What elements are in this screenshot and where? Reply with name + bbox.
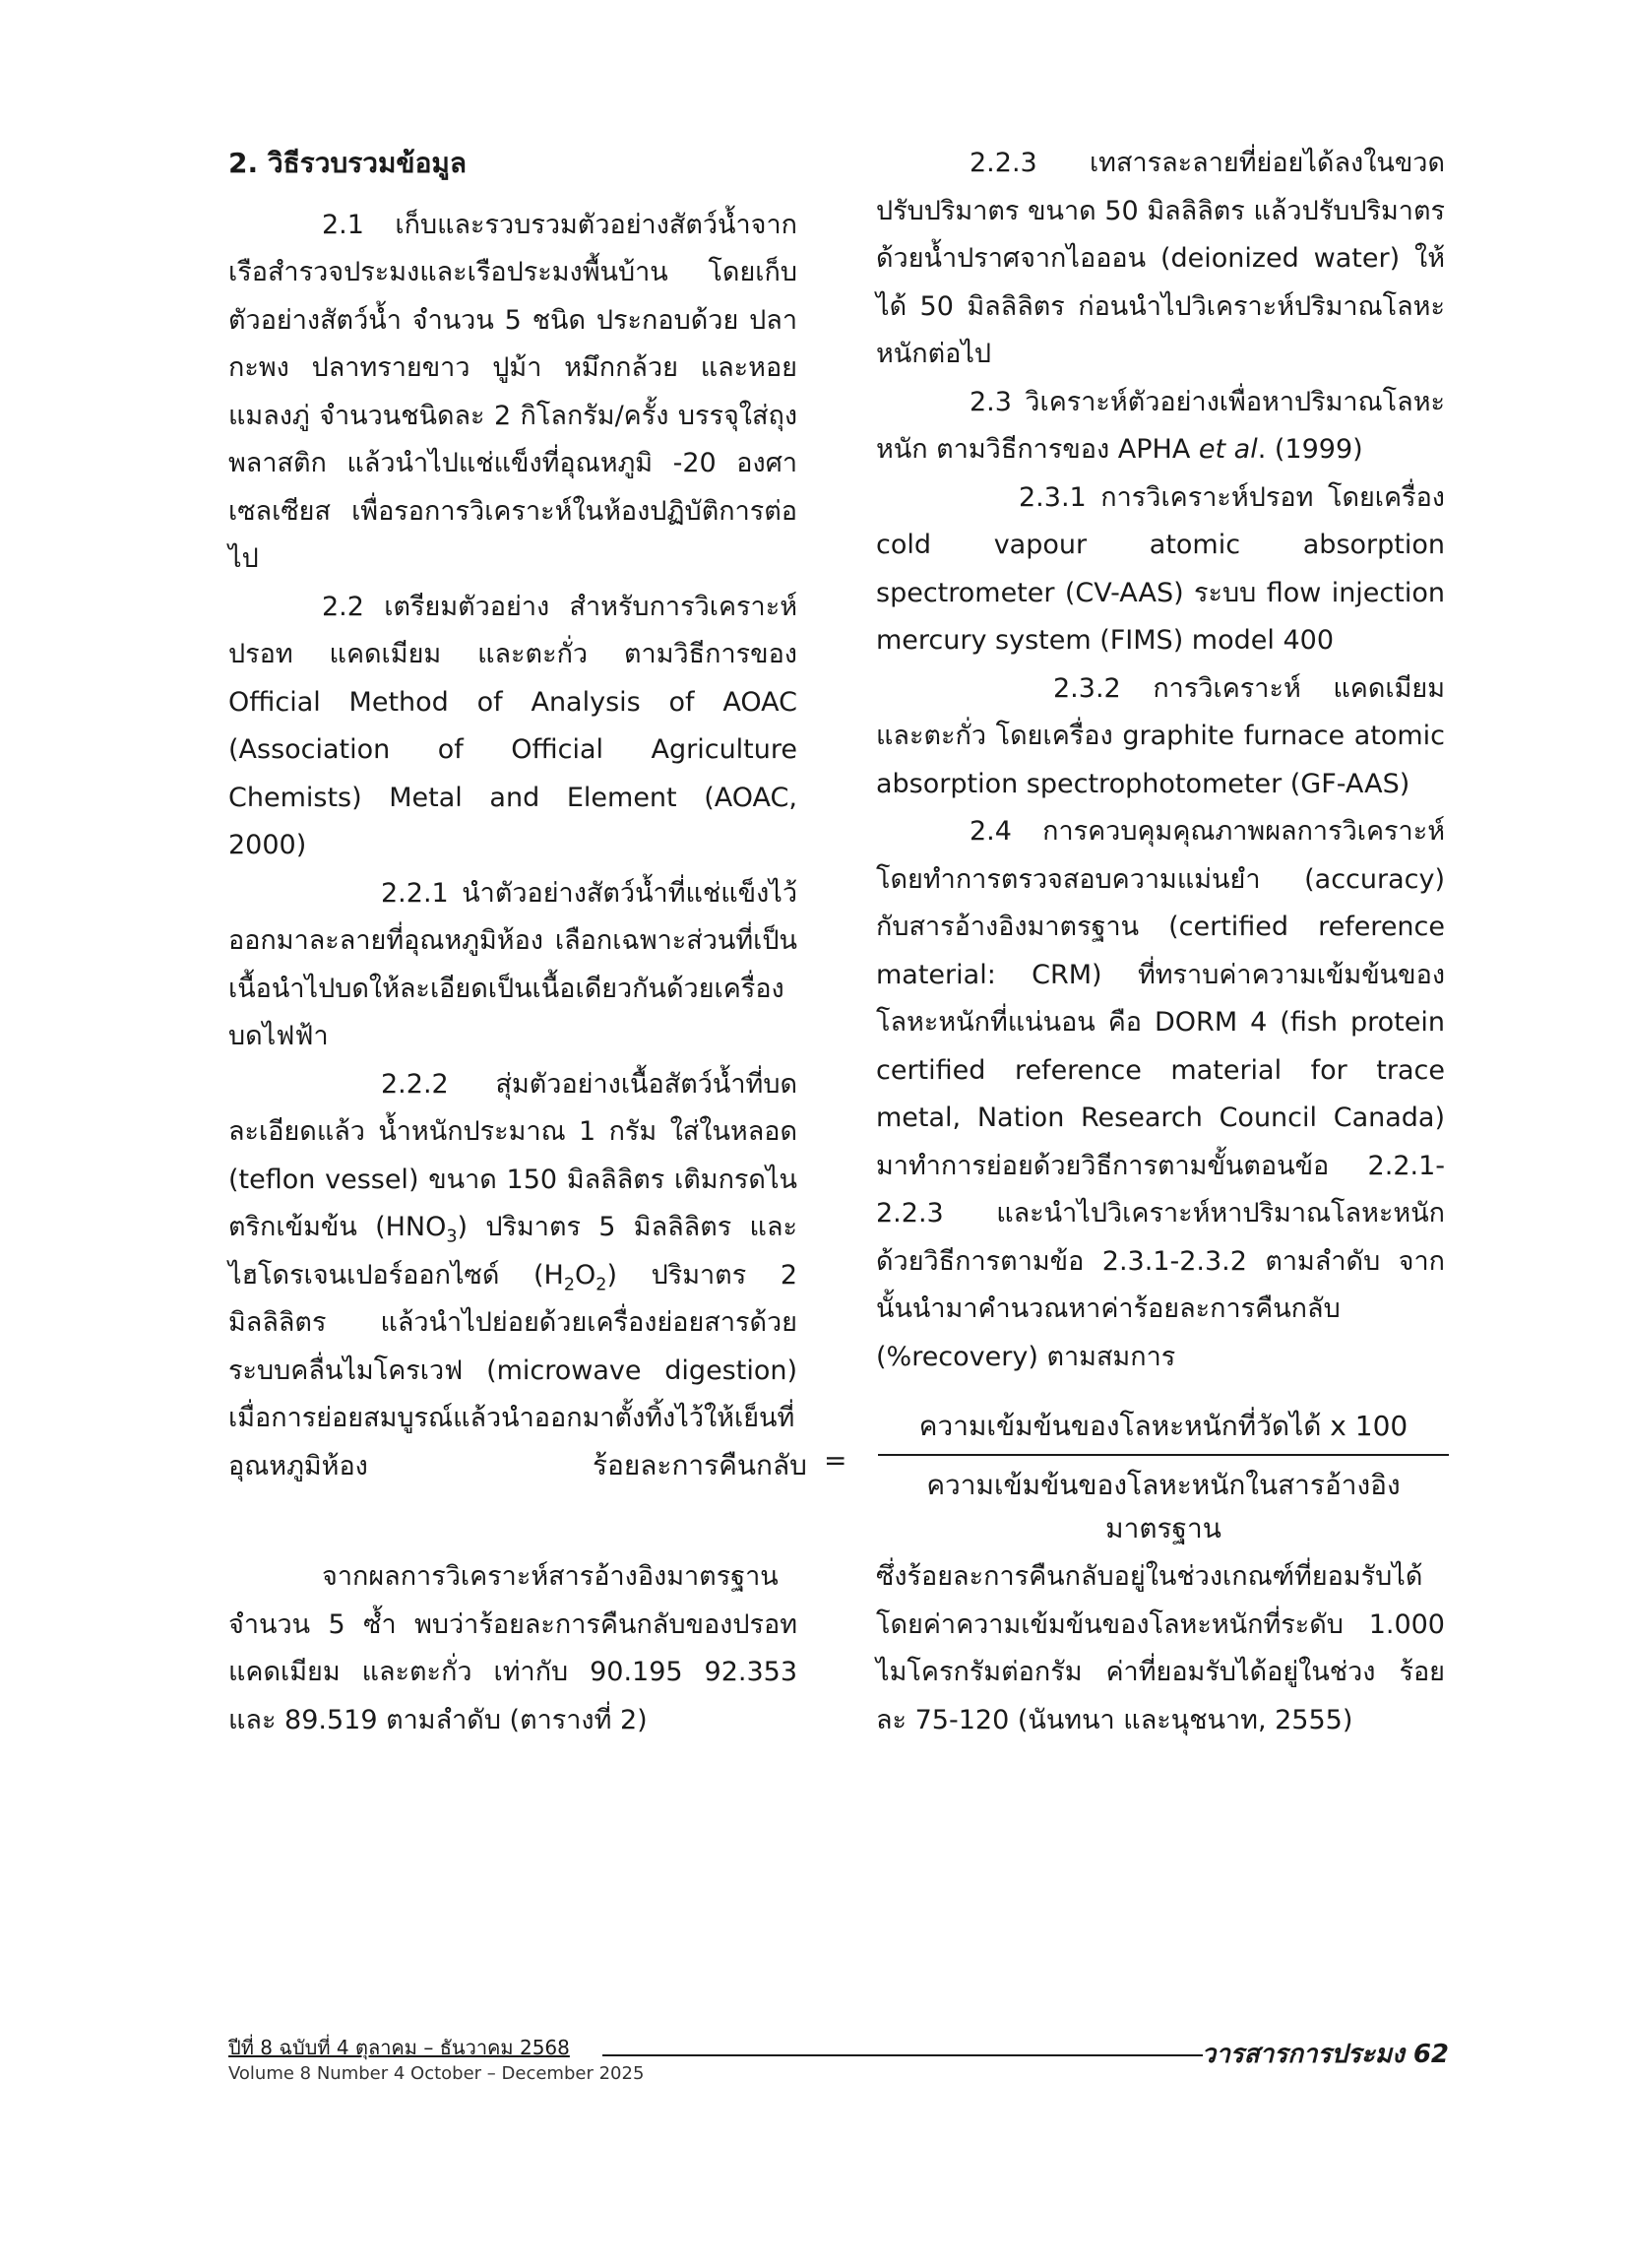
paragraph-2-1: 2.1 เก็บและรวบรวมตัวอย่างสัตว์น้ำจากเรือสำรวจประมงและเรือประมงพื้นบ้าน โดยเก็บตัวอย่างสัตว์น้ำ จำนวน 5 ชนิด ประกอบด้วย ปลากะพง ปลาทรายขาว ปูม้า หมึกกล้วย และหอยแมลงภู่ จำนวนชนิดละ 2 กิโลกรัม/ครั้ง บรรจุใส่ถุงพลาสติก แล้วนำไปแช่แข็งที่อุณหภูมิ -20 องศาเซลเซียส เพื่อรอการวิเคราะห์ในห้องปฏิบัติการต่อไป xyxy=(228,209,797,574)
formula-equals: = xyxy=(824,1444,847,1477)
recovery-formula xyxy=(228,1405,1449,1544)
page-footer xyxy=(228,2032,1449,2091)
results-continuation: ซึ่งร้อยละการคืนกลับอยู่ในช่วงเกณฑ์ที่ยอมรับได้ โดยค่าความเข้มข้นของโลหะหนักที่ระดับ 1.000 ไมโครกรัมต่อกรัม ค่าที่ยอมรับได้อยู่ในช่วง ร้อยละ 75-120 (นันทนา และนุชนาท, 2555) xyxy=(876,1561,1445,1735)
results-right xyxy=(876,1553,1445,1744)
paragraph-2-2-1: 2.2.1 นำตัวอย่างสัตว์น้ำที่แช่แข็งไว้ออกมาละลายที่อุณหภูมิห้อง เลือกเฉพาะส่วนที่เป็นเนื้อนำไปบดให้ละเอียดเป็นเนื้อเดียวกันด้วยเครื่องบดไฟฟ้า xyxy=(228,877,797,1051)
paragraph-2-2-2: 2.2.2 สุ่มตัวอย่างเนื้อสัตว์น้ำที่บดละเอียดแล้ว น้ำหนักประมาณ 1 กรัม ใส่ในหลอด (teflon vessel) ขนาด 150 มิลลิลิตร เติมกรดไนตริกเข้มข้น $(HNO_3)$ ปริมาตร 5 มิลลิลิตร และไฮโดรเจนเปอร์ออกไซด์ $(H_2O_2)$ ปริมาตร 2 มิลลิลิตร แล้วนำไปย่อยด้วยเครื่องย่อยสารด้วยระบบคลื่นไมโครเวฟ (microwave digestion) เมื่อการย่อยสมบูรณ์แล้วนำออกมาตั้งทิ้งไว้ให้เย็นที่อุณหภูมิห้อง xyxy=(228,1068,798,1481)
paragraph-2-3-2: 2.3.2 การวิเคราะห์ แคดเมียม และตะกั่ว โดยเครื่อง graphite furnace atomic absorption spectrophotometer (GF-AAS) xyxy=(876,672,1445,799)
paragraph-2-2-3: 2.2.3 เทสารละลายที่ย่อยได้ลงในขวดปรับปริมาตร ขนาด 50 มิลลิลิตร แล้วปรับปริมาตรด้วยน้ำปราศจากไอออน (deionized water) ให้ได้ 50 มิลลิลิตร ก่อนนำไปวิเคราะห์ปริมาณโลหะหนักต่อไป xyxy=(876,148,1445,369)
fraction-bar xyxy=(878,1454,1449,1456)
footer-journal-page: วารสารการประมง 62 xyxy=(1201,2040,1449,2069)
results-paragraph: จากผลการวิเคราะห์สารอ้างอิงมาตรฐาน จำนวน 5 ซ้ำ พบว่าร้อยละการคืนกลับของปรอท แคดเมียม และตะกั่ว เท่ากับ 90.195 92.353 และ 89.519 ตามลำดับ (ตารางที่ 2) xyxy=(228,1561,797,1735)
results-left xyxy=(228,1553,797,1744)
footer-issue-english: Volume 8 Number 4 October – December 2025 xyxy=(228,2063,645,2084)
footer-rule xyxy=(602,2054,1203,2056)
paragraph-2-3: 2.3 วิเคราะห์ตัวอย่างเพื่อหาปริมาณโลหะหนัก ตามวิธีการของ APHA et al. (1999) xyxy=(876,386,1445,465)
section-heading: 2. วิธีรวบรวมข้อมูล xyxy=(228,147,468,179)
formula-label: ร้อยละการคืนกลับ xyxy=(593,1449,807,1481)
paragraph-2-4: 2.4 การควบคุมคุณภาพผลการวิเคราะห์ โดยทำการตรวจสอบความแม่นยำ (accuracy) กับสารอ้างอิงมาตรฐาน (certified reference material: CRM) ที่ทราบค่าความเข้มข้นของโลหะหนักที่แน่นอน คือ DORM 4 (fish protein certified reference material for trace metal, Nation Research Council Canada) มาทำการย่อยด้วยวิธีการตามขั้นตอนข้อ 2.2.1-2.2.3 และนำไปวิเคราะห์หาปริมาณโลหะหนักด้วยวิธีการตามข้อ 2.3.1-2.3.2 ตามลำดับ จากนั้นนำมาคำนวณหาค่าร้อยละการคืนกลับ (%recovery) ตามสมการ xyxy=(876,816,1445,1372)
right-column xyxy=(876,140,1445,1381)
paragraph-2-2: 2.2 เตรียมตัวอย่าง สำหรับการวิเคราะห์ ปรอท แคดเมียม และตะกั่ว ตามวิธีการของ Official Method of Analysis of AOAC (Association of Official Agriculture Chemists) Metal and Element (AOAC, 2000) xyxy=(228,591,797,860)
left-column xyxy=(228,140,797,1490)
formula-denominator: ความเข้มข้นของโลหะหนักในสารอ้างอิงมาตรฐาน xyxy=(926,1469,1401,1544)
paragraph-2-3-1: 2.3.1 การวิเคราะห์ปรอท โดยเครื่อง cold vapour atomic absorption spectrometer (CV-AAS) ระบบ flow injection mercury system (FIMS) model 400 xyxy=(876,481,1445,656)
footer-issue-thai: ปีที่ 8 ฉบับที่ 4 ตุลาคม – ธันวาคม 2568 xyxy=(228,2036,570,2059)
formula-numerator: ความเข้มข้นของโลหะหนักที่วัดได้ x 100 xyxy=(918,1410,1409,1442)
